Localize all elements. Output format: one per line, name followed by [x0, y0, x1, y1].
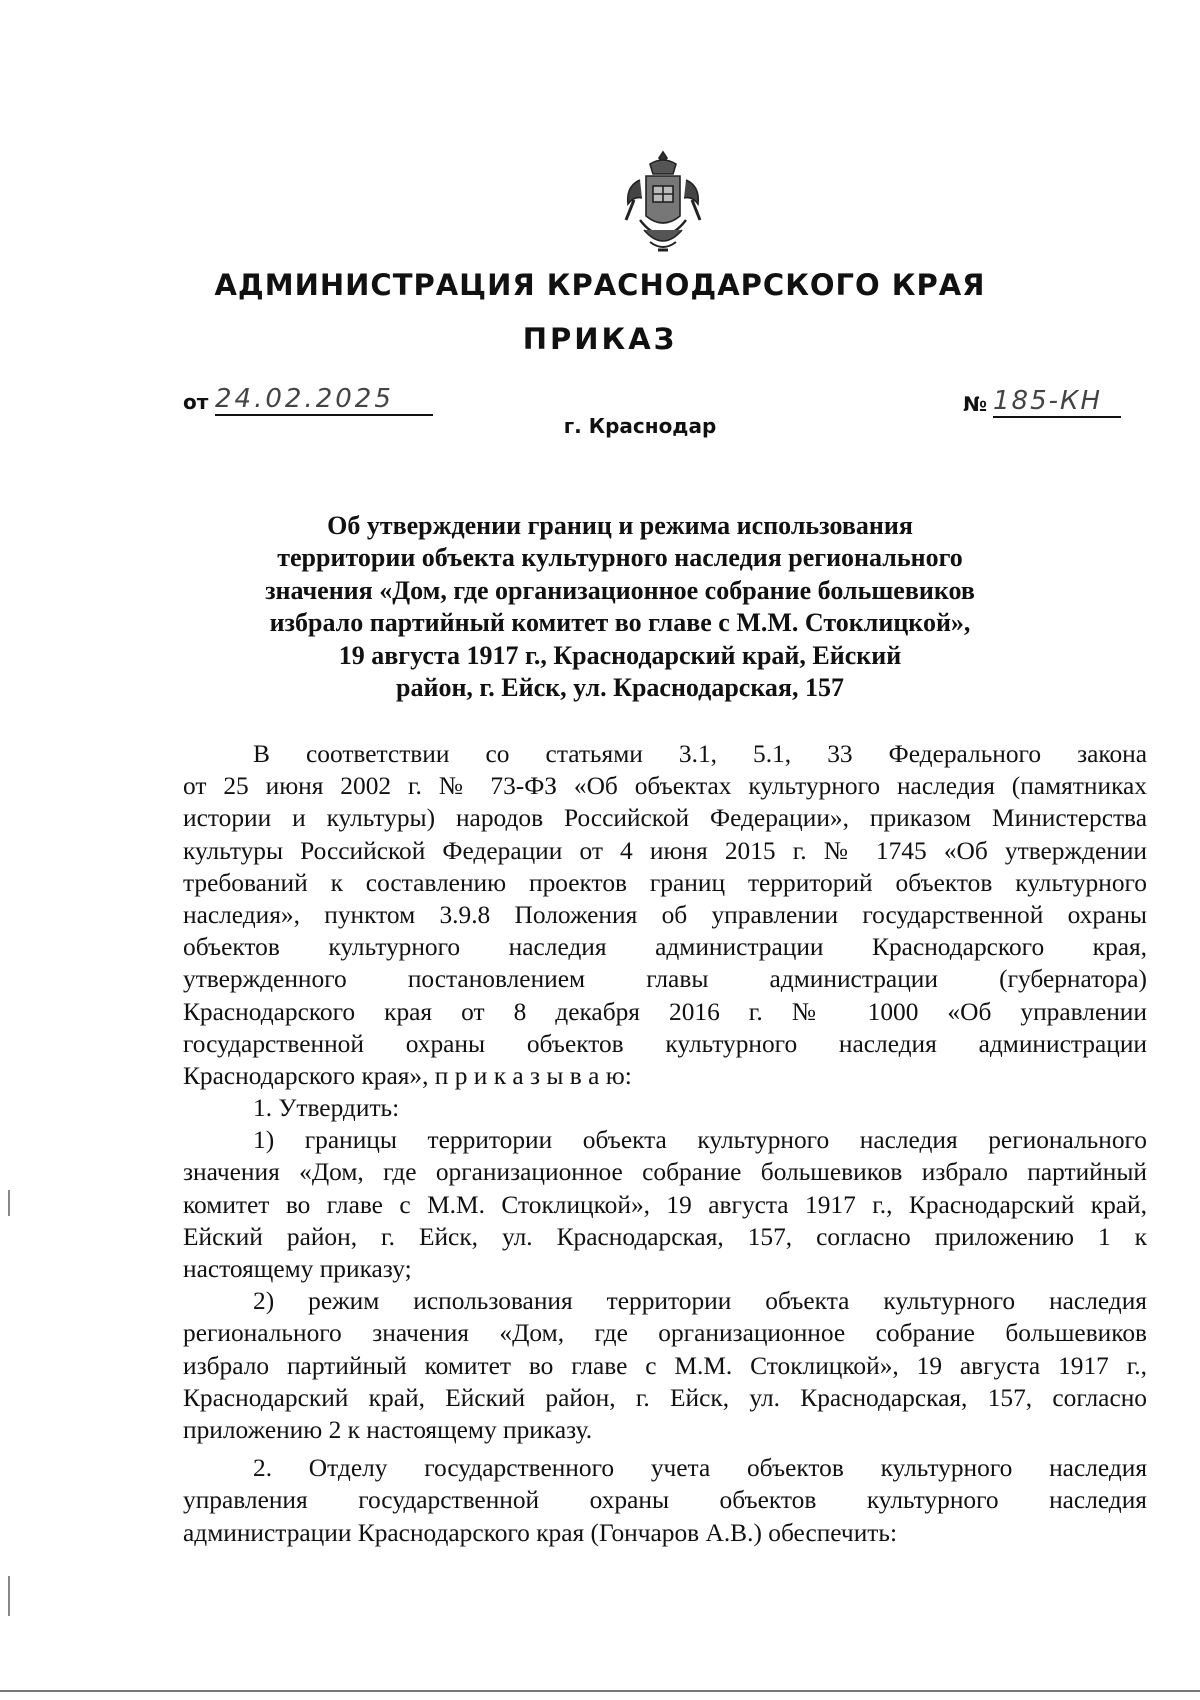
body-line: управления государственной охраны объектов культурного наследия	[183, 1486, 1147, 1515]
body-line: объектов культурного наследия администрации Краснодарского края,	[183, 933, 1147, 962]
body-line: требований к составлению проектов границ территорий объектов культурного	[183, 868, 1147, 897]
date-prefix: от	[183, 390, 209, 414]
title-line: Об утверждении границ и режима использования	[327, 511, 913, 540]
scan-edge-mark	[8, 1190, 10, 1216]
title-line: избрало партийный комитет во главе с М.М. Стоклицкой»,	[269, 608, 971, 638]
body-line: Краснодарского края от 8 декабря 2016 г. № 1000 «Об управлении	[183, 997, 1147, 1026]
body-line: Краснодарского края», п р и к а з ы в а ю:	[183, 1061, 632, 1090]
body-line: значения «Дом, где организационное собрание большевиков избрало партийный	[183, 1158, 1147, 1187]
body-line: регионального значения «Дом, где организационное собрание большевиков	[183, 1319, 1147, 1348]
body-line: утвержденного постановлением главы администрации (губернатора)	[183, 965, 1147, 994]
scan-bottom-edge	[0, 1690, 1200, 1692]
body-line: избрало партийный комитет во главе с М.М. Стоклицкой», 19 августа 1917 г.,	[183, 1351, 1147, 1380]
scan-edge-mark	[8, 1576, 10, 1616]
number-prefix: №	[963, 392, 988, 416]
document-type: ПРИКАЗ	[522, 322, 678, 356]
body-line: Краснодарский край, Ейский район, г. Ейск, ул. Краснодарская, 157, согласно	[183, 1383, 1147, 1412]
body-line: 2. Отделу государственного учета объектов культурного наследия	[253, 1454, 1147, 1483]
body-line: государственной охраны объектов культурного наследия администрации	[183, 1029, 1147, 1058]
body-line: Ейский район, г. Ейск, ул. Краснодарская, 157, согласно приложению 1 к	[183, 1222, 1147, 1251]
document-title	[240, 510, 1000, 704]
handwritten-date: 24.02.2025	[215, 384, 433, 416]
coat-of-arms-emblem	[620, 150, 706, 258]
body-line: от 25 июня 2002 г. № 73-ФЗ «Об объектах культурного наследия (памятниках	[183, 772, 1147, 801]
body-line: 2) режим использования территории объекта культурного наследия	[253, 1287, 1147, 1316]
document-body	[183, 738, 1147, 1549]
body-line: администрации Краснодарского края (Гончаров А.В.) обеспечить:	[183, 1518, 898, 1547]
title-line: территории объекта культурного наследия регионального	[277, 543, 963, 573]
title-line: значения «Дом, где организационное собрание большевиков	[265, 575, 975, 605]
body-line: 1) границы территории объекта культурного наследия регионального	[253, 1126, 1147, 1155]
body-line: настоящему приказу;	[183, 1255, 412, 1283]
body-line: приложению 2 к настоящему приказу.	[183, 1415, 593, 1444]
body-line: истории и культуры) народов Российской Федерации», приказом Министерства	[183, 804, 1147, 833]
body-line: В соответствии со статьями 3.1, 5.1, 33 Федерального закона	[253, 740, 1147, 768]
body-line: культуры Российской Федерации от 4 июня 2015 г. № 1745 «Об утверждении	[183, 836, 1147, 865]
body-line: наследия», пунктом 3.9.8 Положения об управлении государственной охраны	[183, 900, 1147, 929]
body-line: 1. Утвердить:	[253, 1094, 400, 1123]
body-line: комитет во главе с М.М. Стоклицкой», 19 августа 1917 г., Краснодарский край,	[183, 1190, 1147, 1219]
organization-name: АДМИНИСТРАЦИЯ КРАСНОДАРСКОГО КРАЯ	[214, 268, 986, 302]
title-line: 19 августа 1917 г., Краснодарский край, Ейский	[338, 640, 902, 670]
handwritten-number: 185-КН	[993, 386, 1121, 418]
title-line: район, г. Ейск, ул. Краснодарская, 157	[396, 673, 844, 703]
city-name: г. Краснодар	[563, 414, 717, 438]
